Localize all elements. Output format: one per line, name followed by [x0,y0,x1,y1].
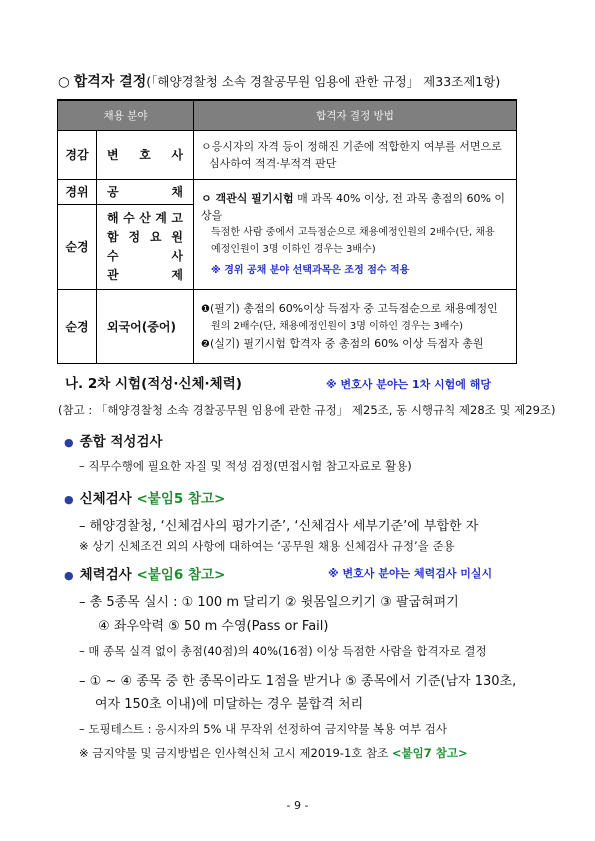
section2-note: ※ 변호사 분야는 1차 시험에 해당 [326,378,492,391]
cell-method: ㅇ응시자의 자격 등이 정해진 기준에 적합한지 여부를 서면으로 심사하여 적격·부적격 판단 [194,130,517,179]
aptitude-heading: ● 종합 적성검사 [64,434,163,450]
section-reference: (「해양경찰청 소속 경찰공무원 임용에 관한 규정」 제33조제1항) [146,74,501,89]
page-number: - 9 - [286,799,309,812]
bullet-dot-icon: ● [64,493,74,506]
fitness-line1b: ④ 좌우악력 ⑤ 50 m 수영(Pass or Fail) [98,619,329,634]
fitness-line1: – 총 5종목 실시 : ① 100 m 달리기 ② 윗몸일으키기 ③ 팔굽혀펴기 [79,595,459,610]
header-method: 합격자 결정 방법 [194,100,517,130]
physical-heading: ● 신체검사 <붙임5 참고> [64,491,226,507]
cell-field: 공 채 [97,179,194,204]
cell-method: ㅇ 객관식 필기시험 매 과목 40% 이상, 전 과목 총점의 60% 이상을 득점한 사람 중에서 고득점순으로 채용예정인원의 2배수(단, 채용 예정인원이 3명 이하인 경우는 3배수) ※ 경위 공채 분야 선택과목은 조정 점수 적용 [194,179,517,289]
aptitude-line: – 직무수행에 필요한 자질 및 적성 검정(면접시험 참고자료로 활용) [79,459,412,473]
attachment-ref: <붙임6 참고> [136,567,226,583]
section-title: 합격자 결정 [73,74,147,90]
fitness-line3b: 여자 150초 이내)에 미달하는 경우 불합격 처리 [95,697,364,712]
bullet-dot-icon: ● [64,569,74,582]
fitness-heading: ● 체력검사 <붙임6 참고> [64,567,226,583]
fitness-line4: – 도핑테스트 : 응시자의 5% 내 무작위 선정하여 금지약물 복용 여부 검사 [79,722,448,736]
table-row [58,130,517,179]
table-row [58,289,517,363]
table-header-row [58,100,517,130]
fitness-line2: – 매 종목 실격 없이 총점(40점)의 40%(16점) 이상 득점한 사람을 합격자로 결정 [79,644,487,658]
section-heading-result [58,71,500,91]
bullet-dot-icon: ● [64,436,74,449]
fitness-note: ※ 변호사 분야는 체력검사 미실시 [328,567,493,580]
attachment-ref: <붙임7 참고> [391,746,468,760]
cell-field: 외국어(중어) [97,289,194,363]
cell-category: 경위 [58,179,97,204]
physical-note: ※ 상기 신체조건 외의 사항에 대하여는 ‘공무원 채용 신체검사 규정’을 준용 [79,539,455,553]
cell-category: 순경 [58,289,97,363]
cell-field: 변 호 사 [97,130,194,179]
table-row [58,179,517,204]
attachment-ref: <붙임5 참고> [136,491,226,507]
fitness-line5: ※ 금지약물 및 금지방법은 인사혁신처 고시 제2019-1호 참조 <붙임7 참고> [79,746,468,760]
header-field: 채용 분야 [58,100,194,130]
cell-category: 경감 [58,130,97,179]
cell-method: ❶(필기) 총점의 60%이상 득점자 중 고득점순으로 채용예정인 원의 2배수(단, 채용예정인원이 3명 이하인 경우는 3배수) ❷(실기) 필기시험 합격자 중 총점의 60% 이상 득점자 총원 [194,289,517,363]
blue-note: ※ 경위 공채 분야 선택과목은 조정 점수 적용 [211,264,410,276]
physical-line: – 해양경찰청, ‘신체검사의 평가기준’, ‘신체검사 세부기준’에 부합한 자 [79,519,479,534]
fitness-line3: – ① ~ ④ 종목 중 한 종목이라도 1점을 받거나 ⑤ 종목에서 기준(남자 130초, [79,674,517,689]
cell-field: 해 수 산 계 고 함 정 요 원 수 사 관 제 [97,204,194,289]
result-decision-table [57,99,517,364]
circle-bullet: ○ [58,74,70,90]
cell-category: 순경 [58,204,97,289]
section2-reference: (참고 : 「해양경찰청 소속 경찰공무원 임용에 관한 규정」 제25조, 동 시행규칙 제28조 및 제29조) [58,403,556,417]
section2-title: 나. 2차 시험(적성·신체·체력) [65,376,242,392]
